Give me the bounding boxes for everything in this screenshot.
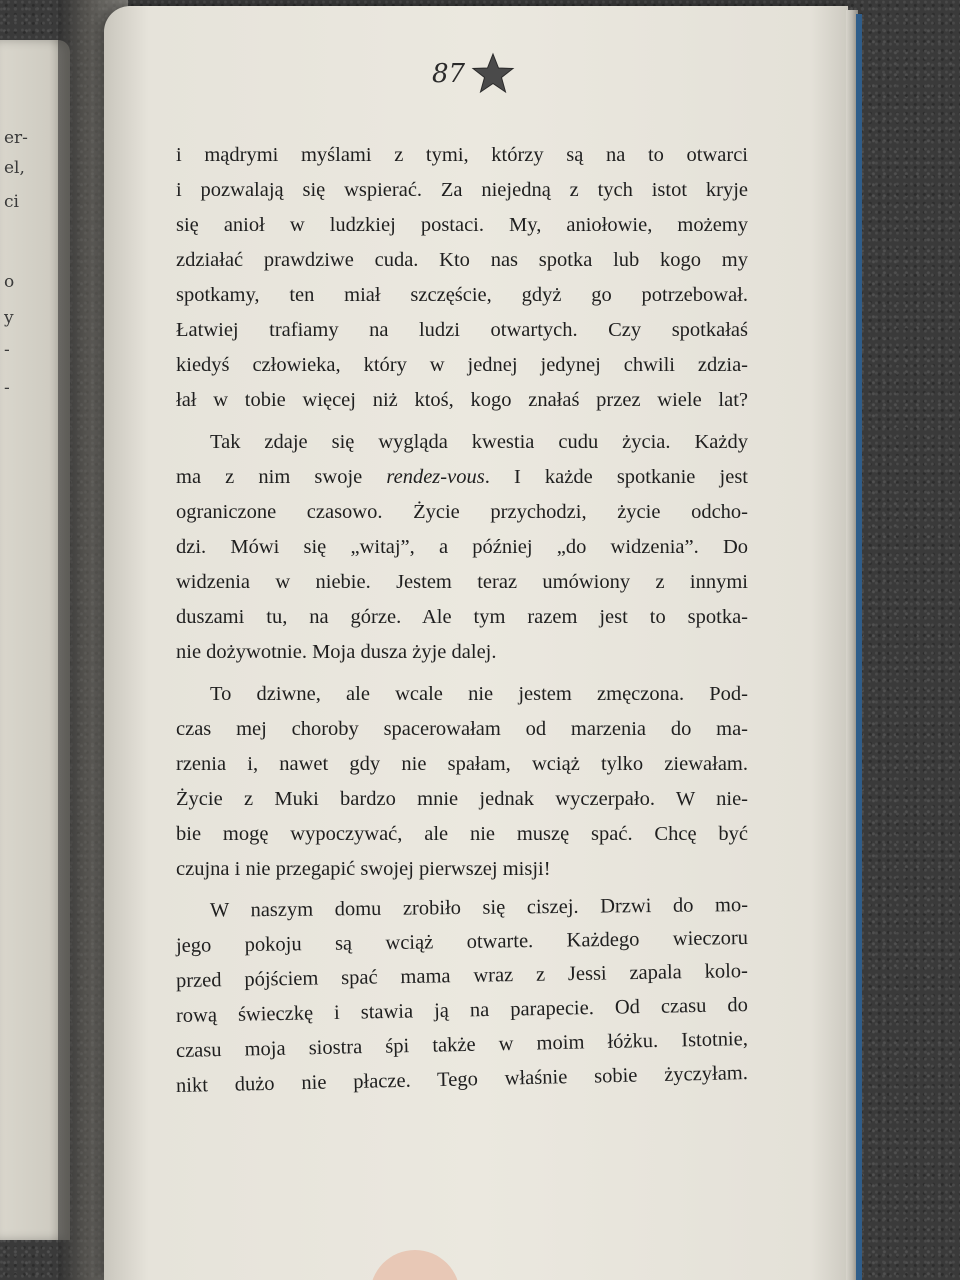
paragraph: [176, 677, 748, 887]
left-page-fragment: -: [4, 378, 10, 398]
text-line: czasu moja siostra śpi także w moim łóżku. Istotnie,: [175, 1028, 749, 1062]
paragraph: [176, 138, 748, 418]
text-line: czujna i nie przegapić swojej pierwszej misji!: [176, 858, 551, 880]
text-line: dzi. Mówi się „witaj”, a później „do widzenia”. Do: [176, 536, 748, 558]
text-line: To dziwne, ale wcale nie jestem zmęczona. Pod-: [210, 683, 748, 705]
page-body-text: [175, 138, 749, 1111]
text-line: kiedyś człowieka, który w jednej jedynej chwili zdzia-: [176, 354, 748, 376]
text-line: i pozwalają się wspierać. Za niejedną z tych istot kryje: [176, 179, 748, 201]
text-line: zdziałać prawdziwe cuda. Kto nas spotka lub kogo my: [176, 249, 748, 271]
left-page-fragment: y: [4, 308, 14, 328]
text-line: łał w tobie więcej niż ktoś, kogo znałaś przez wiele lat?: [176, 389, 748, 411]
italic-phrase: rendez-vous: [386, 466, 485, 488]
left-page-fragment: ci: [4, 192, 19, 212]
text-line: się anioł w ludzkiej postaci. My, aniołowie, możemy: [176, 214, 748, 236]
text-line: nie dożywotnie. Moja dusza żyje dalej.: [176, 641, 497, 663]
text-line: ma z nim swoje rendez-vous. I każde spotkanie jest: [176, 466, 748, 488]
text-line: przed pójściem spać mama wraz z Jessi zapala kolo-: [175, 960, 749, 992]
text-line: jego pokoju są wciąż otwarte. Każdego wieczoru: [175, 927, 749, 957]
paragraph: [176, 425, 748, 670]
text-line: W naszym domu zrobiło się ciszej. Drzwi do mo-: [209, 894, 749, 922]
text-line: widzenia w niebie. Jestem teraz umówiony z innymi: [176, 571, 748, 593]
page-number: 87: [432, 59, 466, 89]
text-line: nikt dużo nie płacze. Tego właśnie sobie życzyłam.: [175, 1062, 749, 1097]
text-line: czas mej choroby spacerowałam od marzenia do ma-: [176, 718, 748, 740]
text-line: duszami tu, na górze. Ale tym razem jest to spotka-: [176, 606, 748, 628]
text-line: ograniczone czasowo. Życie przychodzi, życie odcho-: [176, 501, 748, 523]
text-line: Życie z Muki bardzo mnie jednak wyczerpało. W nie-: [176, 788, 748, 810]
text-line: spotkamy, ten miał szczęście, gdyż go potrzebował.: [176, 284, 748, 306]
text-line: i mądrymi myślami z tymi, którzy są na to otwarci: [176, 144, 748, 166]
left-page-fragment: er-: [4, 128, 28, 148]
paragraph: [175, 894, 749, 1104]
star-icon: [471, 52, 515, 96]
text-line: Łatwiej trafiamy na ludzi otwartych. Czy spotkałaś: [176, 319, 748, 341]
text-line: rową świeczkę i stawia ją na parapecie. Od czasu do: [175, 994, 749, 1027]
text-line: bie mogę wypoczywać, ale nie muszę spać. Chcę być: [176, 823, 748, 845]
left-page-fragment: -: [4, 340, 10, 360]
book-cover-edge: [856, 14, 862, 1280]
page-header: [432, 52, 515, 96]
text-line: rzenia i, nawet gdy nie spałam, wciąż tylko ziewałam.: [176, 753, 748, 775]
left-page-fragment: el,: [4, 158, 25, 178]
left-page-fragment: o: [4, 272, 15, 292]
text-line: Tak zdaje się wygląda kwestia cudu życia. Każdy: [210, 431, 748, 453]
